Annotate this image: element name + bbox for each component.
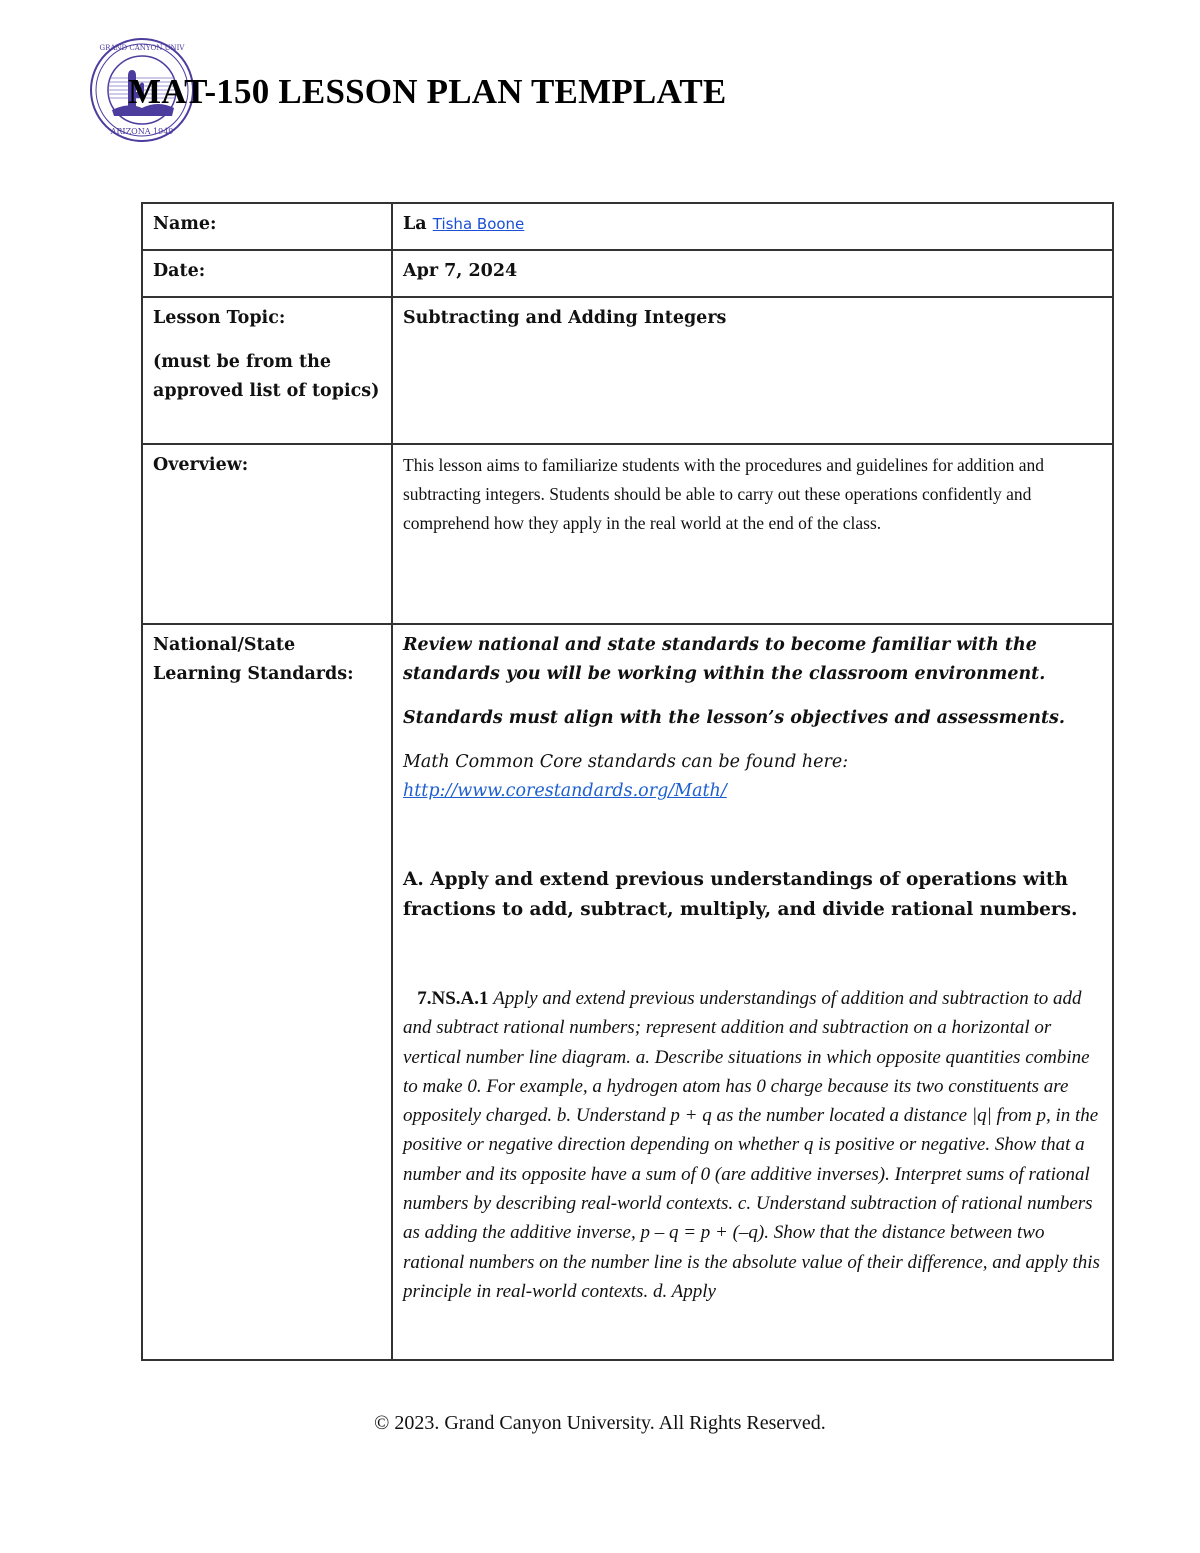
standards-instruction-align: Standards must align with the lesson’s objectives and assessments. xyxy=(403,708,1065,728)
table-row-topic xyxy=(142,297,1113,444)
table-row-standards xyxy=(142,624,1113,1360)
svg-text:GRAND CANYON UNIV: GRAND CANYON UNIV xyxy=(99,44,185,52)
document-header xyxy=(88,36,788,146)
standards-instruction-review: Review national and state standards to become familiar with the standards you will be working within the classroom environment. xyxy=(403,635,1046,684)
standard-text: Apply and extend previous understandings of addition and subtraction to add and subtract rational numbers; represent addition and subtraction on a horizontal or vertical number line diagram. a. Describe situations in which opposite quantities combine to make 0. For example, a hydrogen atom has 0 charge because its two constituents are oppositely charged. b. Understand p + q as the number located a distance |q| from p, in the positive or negative direction depending on whether q is positive or negative. Show that a number and its opposite have a sum of 0 (are additive inverses). Interpret sums of rational numbers by describing real-world contexts. c. Understand subtraction of rational numbers as adding the additive inverse, p – q = p + (–q). Show that the distance between two rational numbers on the number line is the absolute value of their difference, and apply this principle in real-world contexts. d. Apply xyxy=(403,988,1100,1302)
overview-label: Overview: xyxy=(142,444,392,624)
page-title: MAT-150 LESSON PLAN TEMPLATE xyxy=(128,72,727,111)
lesson-plan-table xyxy=(141,202,1114,1361)
name-link[interactable]: Tisha Boone xyxy=(432,215,525,233)
name-prefix: La xyxy=(403,214,427,234)
date-value: Apr 7, 2024 xyxy=(392,250,1113,297)
table-row-name xyxy=(142,203,1113,250)
date-label: Date: xyxy=(142,250,392,297)
table-row-overview xyxy=(142,444,1113,624)
standard-code: 7.NS.A.1 xyxy=(417,988,489,1009)
corestandards-link[interactable]: http://www.corestandards.org/Math/ xyxy=(403,781,727,801)
overview-value: This lesson aims to familiarize students with the procedures and guidelines for addition and subtracting integers. Students should be able to carry out these operations confidently and comprehend how they apply in the real world at the end of the class. xyxy=(392,444,1113,624)
standards-instruction-link-intro: Math Common Core standards can be found here: xyxy=(403,752,849,772)
name-label: Name: xyxy=(142,203,392,250)
topic-label-cell xyxy=(142,297,392,444)
name-value xyxy=(392,203,1113,250)
table-row-date xyxy=(142,250,1113,297)
standards-label: National/State Learning Standards: xyxy=(142,624,392,1360)
topic-sublabel: (must be from the approved list of topics) xyxy=(153,352,380,401)
topic-value: Subtracting and Adding Integers xyxy=(392,297,1113,444)
standard-7-ns-a-1 xyxy=(403,984,1102,1306)
svg-text:ARIZONA 1949: ARIZONA 1949 xyxy=(110,127,174,136)
standards-value xyxy=(392,624,1113,1360)
copyright-footer: © 2023. Grand Canyon University. All Rights Reserved. xyxy=(374,1412,826,1434)
topic-label: Lesson Topic: xyxy=(153,308,286,328)
standards-domain-heading: A. Apply and extend previous understandings of operations with fractions to add, subtract, multiply, and divide rational numbers. xyxy=(403,869,1078,920)
